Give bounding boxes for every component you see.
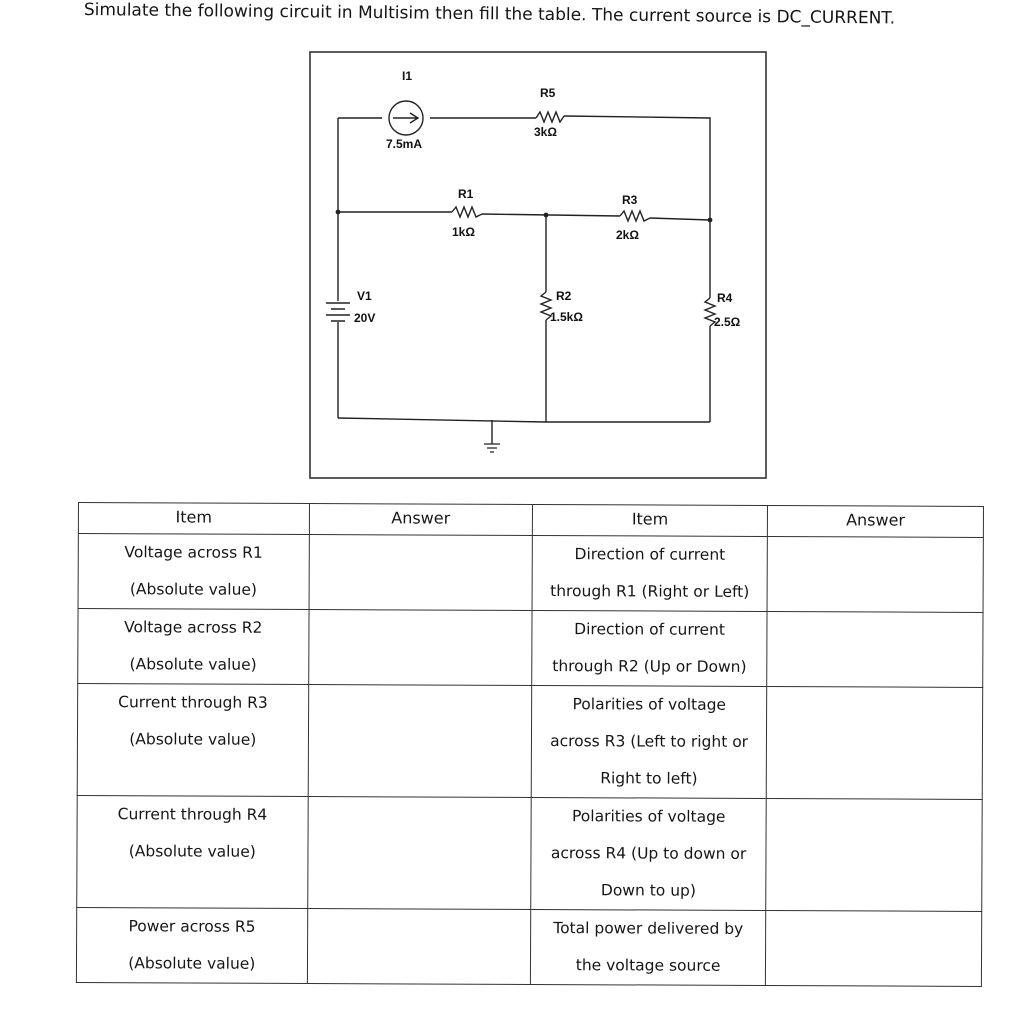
item-voltage-r2: Voltage across R2 (Absolute value) bbox=[78, 609, 309, 685]
r2-name: R2 bbox=[556, 289, 572, 303]
table-row bbox=[78, 534, 983, 613]
header-item-left: Item bbox=[78, 503, 309, 535]
wire-mid-center bbox=[482, 214, 620, 216]
answer-cell[interactable] bbox=[767, 687, 983, 800]
r1-name: R1 bbox=[458, 187, 474, 201]
item-total-power: Total power delivered by the voltage source bbox=[530, 909, 766, 985]
answer-cell[interactable] bbox=[309, 535, 533, 611]
header-item-right: Item bbox=[532, 504, 767, 536]
wire-mid-right bbox=[650, 218, 710, 220]
answer-cell[interactable] bbox=[767, 537, 983, 613]
circuit-diagram bbox=[300, 46, 776, 486]
table-row bbox=[77, 795, 982, 911]
answer-cell[interactable] bbox=[766, 799, 982, 912]
i1-name: I1 bbox=[402, 69, 413, 83]
r3-value: 2kΩ bbox=[616, 228, 639, 242]
answer-cell[interactable] bbox=[766, 911, 982, 987]
answer-cell[interactable] bbox=[308, 685, 532, 798]
header-answer-left: Answer bbox=[309, 504, 532, 536]
circuit-schematic bbox=[300, 46, 776, 486]
r2-value: 1.5kΩ bbox=[550, 310, 583, 324]
item-polarity-r3: Polarities of voltage across R3 (Left to right or Right to left) bbox=[531, 685, 767, 798]
item-direction-r1: Direction of current through R1 (Right or Left) bbox=[532, 535, 768, 611]
resistor-r1 bbox=[452, 207, 482, 217]
wire-bottom bbox=[338, 418, 710, 422]
current-source-i1 bbox=[389, 101, 423, 135]
r3-name: R3 bbox=[622, 193, 638, 207]
table-header-row bbox=[78, 503, 983, 538]
header-answer-right: Answer bbox=[768, 506, 984, 538]
resistor-r3 bbox=[620, 211, 650, 221]
answer-cell[interactable] bbox=[308, 610, 532, 686]
i1-value: 7.5mA bbox=[386, 137, 423, 151]
instruction-text: Simulate the following circuit in Multisim then fill the table. The current source is DC_CURRENT. bbox=[83, 0, 896, 29]
item-polarity-r4: Polarities of voltage across R4 (Up to down or Down to up) bbox=[531, 797, 767, 910]
item-power-r5: Power across R5 (Absolute value) bbox=[76, 907, 307, 983]
v1-value: 20V bbox=[354, 311, 376, 325]
r5-name: R5 bbox=[540, 86, 556, 100]
answer-cell[interactable] bbox=[307, 909, 531, 985]
table-row bbox=[77, 684, 982, 800]
voltage-source-v1 bbox=[326, 303, 350, 321]
r1-value: 1kΩ bbox=[452, 225, 475, 239]
table-row bbox=[78, 609, 983, 688]
item-direction-r2: Direction of current through R2 (Up or Down) bbox=[532, 610, 768, 686]
r4-value: 2.5Ω bbox=[714, 315, 741, 329]
item-current-r4: Current through R4 (Absolute value) bbox=[77, 795, 308, 908]
item-current-r3: Current through R3 (Absolute value) bbox=[77, 684, 308, 797]
item-voltage-r1: Voltage across R1 (Absolute value) bbox=[78, 534, 309, 610]
answer-table bbox=[76, 502, 984, 987]
ground-symbol bbox=[484, 420, 500, 452]
r4-name: R4 bbox=[717, 291, 733, 305]
v1-name: V1 bbox=[357, 289, 372, 303]
table-row bbox=[76, 907, 981, 986]
r5-value: 3kΩ bbox=[534, 125, 557, 139]
answer-cell[interactable] bbox=[307, 797, 531, 910]
resistor-r5 bbox=[536, 112, 564, 122]
answer-cell[interactable] bbox=[767, 612, 983, 688]
